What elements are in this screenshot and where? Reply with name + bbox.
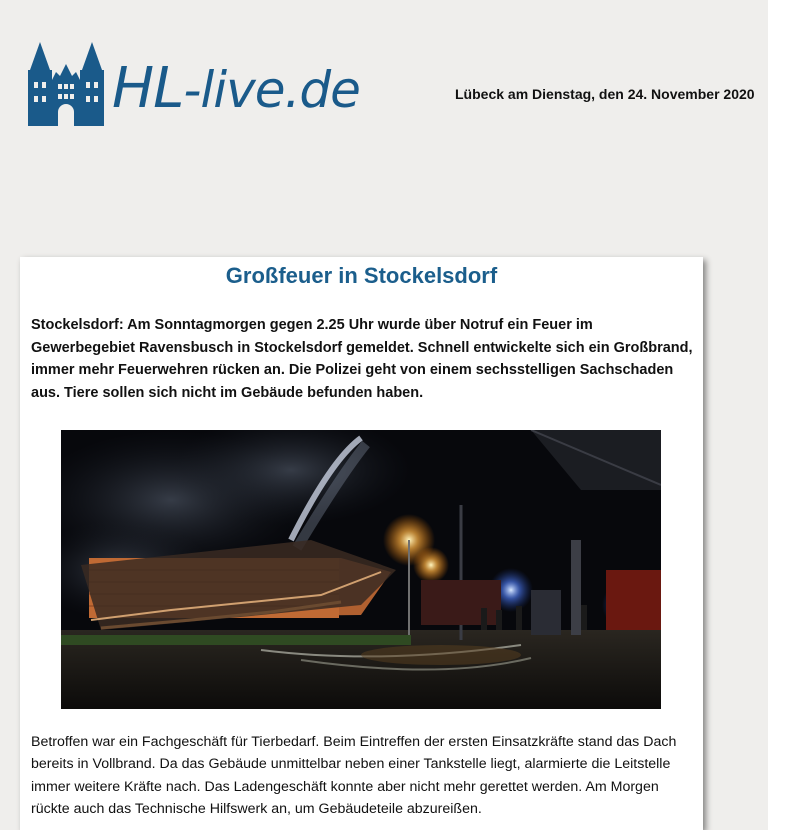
holstentor-logo-icon — [26, 40, 106, 126]
article-title: Großfeuer in Stockelsdorf — [225, 263, 498, 288]
header-date: Lübeck am Dienstag, den 24. November 2020 — [455, 86, 755, 102]
logo-wordmark — [112, 56, 360, 121]
article-lead: Stockelsdorf: Am Sonntagmorgen gegen 2.25 Uhr wurde über Notruf ein Feuer im Gewerbegebiet Ravensbusch in Stockelsdorf gemeldet. Schnell entwickelte sich ein Großbrand, immer mehr Feuerwehren rücken an. Die Polizei geht von einem sechsstelligen Sachschaden aus. Tiere sollen sich nicht im Gebäude befunden haben. — [31, 317, 693, 401]
site-header — [0, 0, 810, 140]
article-photo — [61, 430, 661, 709]
fire-scene-illustration — [61, 430, 661, 709]
site-logo[interactable] — [26, 40, 366, 130]
logo-wordmark-main: HL — [112, 56, 184, 121]
article-card — [20, 257, 703, 830]
article-body: Betroffen war ein Fachgeschäft für Tierbedarf. Beim Eintreffen der ersten Einsatzkräfte stand das Dach bereits in Vollbrand. Da das Gebäude unmittelbar neben einer Tankstelle liegt, alarmierte die Leitstelle immer weitere Kräfte nach. Das Ladengeschäft konnte aber nicht mehr gerettet werden. Am Morgen rückte auch das Technische Hilfswerk an, um Gebäudeteile abzureißen. — [31, 734, 677, 817]
logo-wordmark-domain: -live.de — [183, 61, 360, 119]
